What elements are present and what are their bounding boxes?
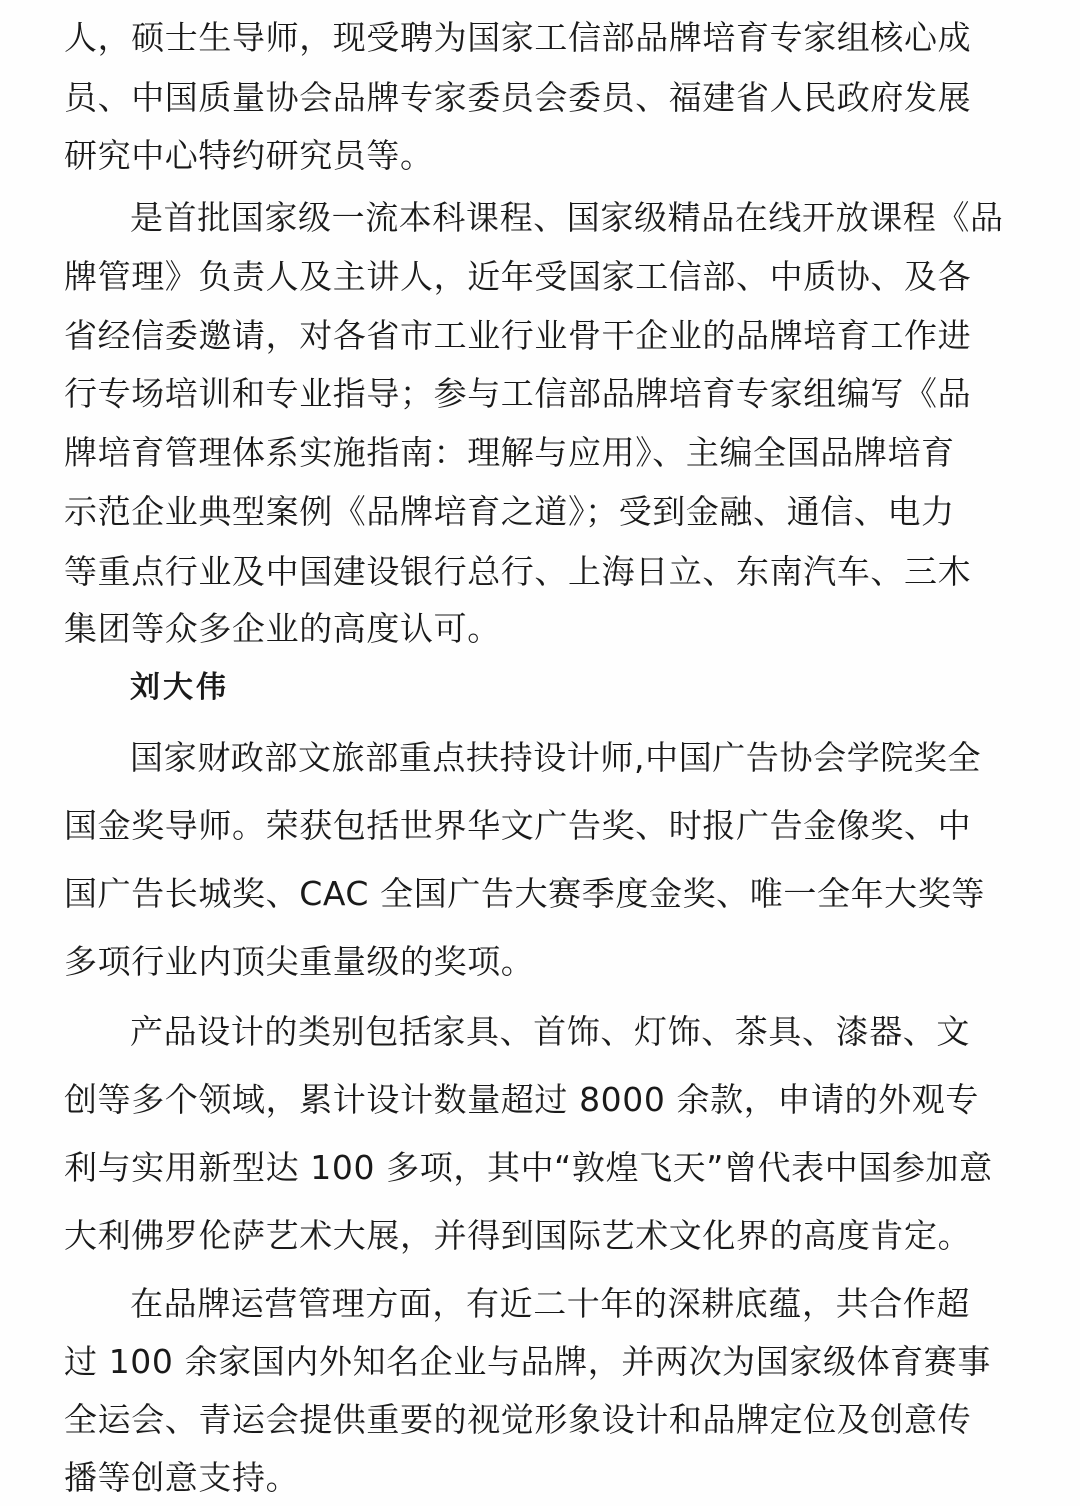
text-line: 利与实用新型达 100 多项，其中“敦煌飞天”曾代表中国参加意 bbox=[64, 1148, 993, 1187]
text-line: 是首批国家级一流本科课程、国家级精品在线开放课程《品 bbox=[130, 198, 1004, 237]
text-line: 国家财政部文旅部重点扶持设计师,中国广告协会学院奖全 bbox=[130, 738, 982, 777]
text-line: 国金奖导师。荣获包括世界华文广告奖、时报广告金像奖、中 bbox=[64, 806, 972, 845]
text-line: 等重点行业及中国建设银行总行、上海日立、东南汽车、三木 bbox=[64, 552, 972, 591]
text-line: 员、中国质量协会品牌专家委员会委员、福建省人民政府发展 bbox=[64, 78, 972, 117]
text-line: 播等创意支持。 bbox=[64, 1458, 300, 1497]
text-line: 示范企业典型案例《品牌培育之道》；受到金融、通信、电力 bbox=[64, 492, 955, 531]
text-line: 过 100 余家国内外知名企业与品牌，并两次为国家级体育赛事 bbox=[64, 1342, 991, 1381]
text-line: 集团等众多企业的高度认可。 bbox=[64, 609, 501, 648]
text-line: 多项行业内顶尖重量级的奖项。 bbox=[64, 942, 535, 981]
text-line: 牌管理》负责人及主讲人，近年受国家工信部、中质协、及各 bbox=[64, 257, 972, 296]
section-heading: 刘大伟 bbox=[130, 670, 229, 705]
text-line: 创等多个领域，累计设计数量超过 8000 余款，申请的外观专 bbox=[64, 1080, 979, 1119]
text-line: 牌培育管理体系实施指南：理解与应用》、主编全国品牌培育 bbox=[64, 433, 955, 472]
text-line: 在品牌运营管理方面，有近二十年的深耕底蕴，共合作超 bbox=[130, 1284, 970, 1323]
text-line: 省经信委邀请，对各省市工业行业骨干企业的品牌培育工作进 bbox=[64, 316, 972, 355]
text-line: 行专场培训和专业指导；参与工信部品牌培育专家组编写《品 bbox=[64, 374, 972, 413]
text-line: 人，硕士生导师，现受聘为国家工信部品牌培育专家组核心成 bbox=[64, 18, 972, 57]
text-line: 大利佛罗伦萨艺术大展，并得到国际艺术文化界的高度肯定。 bbox=[64, 1216, 972, 1255]
text-line: 全运会、青运会提供重要的视觉形象设计和品牌定位及创意传 bbox=[64, 1400, 972, 1439]
text-line: 研究中心特约研究员等。 bbox=[64, 136, 434, 175]
text-line: 产品设计的类别包括家具、首饰、灯饰、茶具、漆器、文 bbox=[130, 1012, 970, 1051]
text-line: 国广告长城奖、CAC 全国广告大赛季度金奖、唯一全年大奖等 bbox=[64, 874, 985, 913]
